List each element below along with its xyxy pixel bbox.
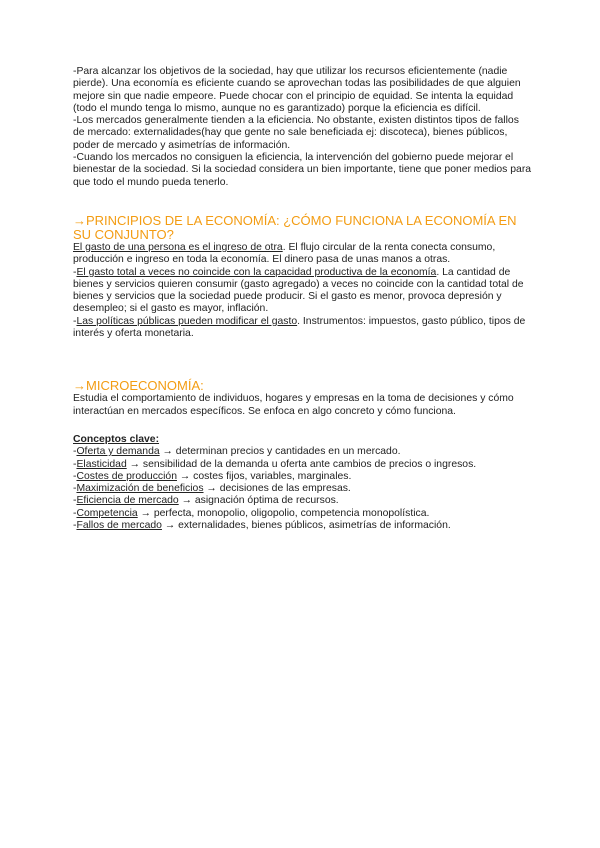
spacer: [73, 189, 533, 214]
prefix: -: [73, 483, 77, 495]
document-body: [73, 66, 533, 532]
concept-description: → asignación óptima de recursos.: [178, 495, 339, 507]
prefix: -: [73, 520, 77, 532]
prefix: -: [73, 266, 77, 278]
spacer: [73, 340, 533, 379]
concept-description: → perfecta, monopolio, oligopolio, competencia monopolística.: [137, 507, 430, 519]
concept-term: Eficiencia de mercado: [76, 495, 179, 507]
list-item: [73, 483, 533, 495]
concepts-title: Conceptos clave:: [73, 433, 160, 445]
concept-term: Elasticidad: [76, 458, 127, 470]
prefix: -: [73, 458, 77, 470]
concept-term: Competencia: [76, 507, 138, 519]
concept-term: Maximización de beneficios: [76, 483, 204, 495]
prefix: -: [73, 470, 77, 482]
underlined-principle: Las políticas públicas pueden modificar el gasto: [76, 315, 298, 327]
concept-description: → decisiones de las empresas.: [203, 483, 351, 495]
concept-term: Fallos de mercado: [76, 520, 162, 532]
list-item: [73, 495, 533, 507]
underlined-principle: El gasto de una persona es el ingreso de otra: [73, 241, 283, 253]
underlined-principle: El gasto total a veces no coincide con la capacidad productiva de la economía: [76, 266, 437, 278]
list-item: [73, 446, 533, 458]
prefix: -: [73, 507, 77, 519]
paragraph-text: . La cantidad de bienes y servicios quieren consumir (gasto agregado) a veces no coincide con la cantidad total de bienes y servicios que la sociedad puede producir. Si el gasto es menor, provoca depresión y desempleo; si el gasto es mayor, inflación.: [73, 266, 524, 315]
paragraph-circular-flow: [73, 242, 533, 267]
paragraph-government-intervention: -Cuando los mercados no consiguen la eficiencia, la intervención del gobierno puede mejorar el bienestar de la sociedad. Si la sociedad considera un bien importante, tiene que poner medios para que todo el mundo pueda tenerlo.: [73, 152, 532, 188]
paragraph-text: . El flujo circular de la renta conecta consumo, producción e ingreso en toda la economía. El dinero pasa de unas manos a otras.: [73, 241, 496, 266]
heading-principles: →PRINCIPIOS DE LA ECONOMÍA: ¿CÓMO FUNCIONA LA ECONOMÍA EN SU CONJUNTO?: [73, 212, 517, 242]
paragraph-efficiency: -Para alcanzar los objetivos de la sociedad, hay que utilizar los recursos eficientemente (nadie pierde). Una economía es eficiente cuando se aprovechan todas las posibilidades de que alguien mejore sin que nadie empeore. Puede chocar con el principio de equidad. Se intenta la equidad (todo el mundo tenga lo mismo, aunque no es garantizado) porque la eficiencia es difícil.: [73, 66, 521, 114]
spacer: [73, 418, 533, 434]
concept-term: Costes de producción: [76, 470, 177, 482]
paragraph-text: . Instrumentos: impuestos, gasto público, tipos de interés y oferta monetaria.: [73, 315, 526, 340]
concepts-list: [73, 446, 533, 532]
list-item: [73, 471, 533, 483]
prefix: -: [73, 495, 77, 507]
concept-description: → externalidades, bienes públicos, asimetrías de información.: [161, 520, 451, 532]
concept-description: → costes fijos, variables, marginales.: [176, 470, 352, 482]
paragraph-micro-intro: Estudia el comportamiento de individuos, hogares y empresas en la toma de decisiones y cómo interactúan en mercados específicos. Se enfoca en algo concreto y cómo funciona.: [73, 393, 514, 417]
paragraph-market-failures: -Los mercados generalmente tienden a la eficiencia. No obstante, existen distintos tipos de fallos de mercado: externalidades(hay que gente no sale beneficiada ej: discoteca), bienes públicos, poder de mercado y asimetrías de información.: [73, 115, 519, 151]
list-item: [73, 520, 533, 532]
prefix: -: [73, 446, 77, 458]
prefix: -: [73, 315, 77, 327]
list-item: [73, 508, 533, 520]
list-item: [73, 459, 533, 471]
heading-microeconomics: →MICROECONOMÍA:: [73, 378, 204, 394]
paragraph-aggregate-spending: [73, 267, 533, 316]
paragraph-public-policy: [73, 316, 533, 341]
concept-description: → determinan precios y cantidades en un mercado.: [159, 446, 401, 458]
concept-description: → sensibilidad de la demanda u oferta ante cambios de precios o ingresos.: [126, 458, 477, 470]
concept-term: Oferta y demanda: [76, 446, 160, 458]
